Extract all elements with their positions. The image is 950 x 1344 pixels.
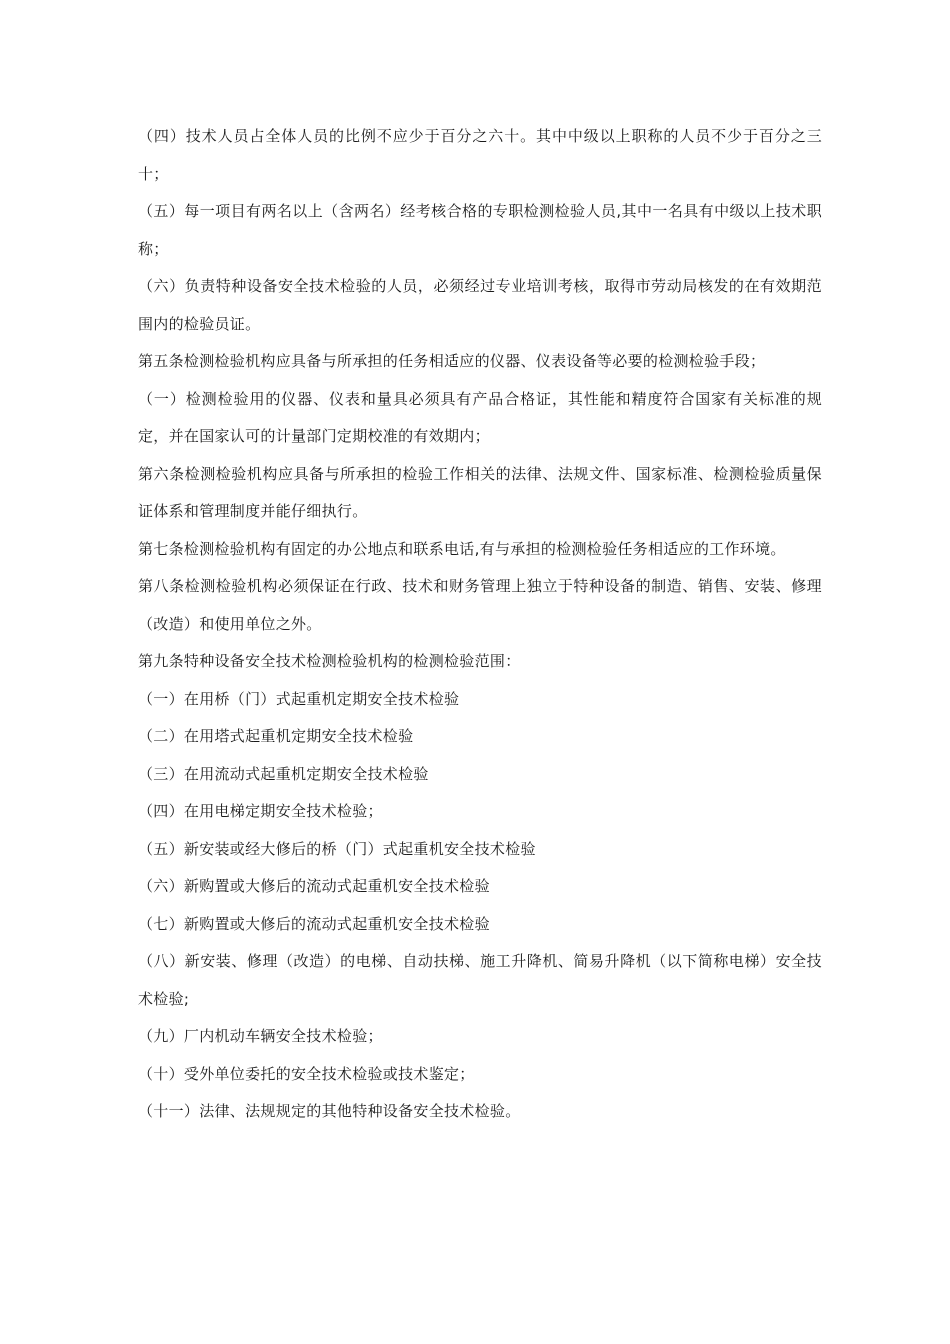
list-item-4: （四）在用电梯定期安全技术检验； [138, 802, 383, 820]
list-item-9: （九）厂内机动车辆安全技术检验； [138, 1027, 383, 1045]
list-item-6: （六）新购置或大修后的流动式起重机安全技术检验 [138, 877, 490, 895]
document-body [138, 118, 822, 1131]
paragraph-instruments: （一）检测检验用的仪器、仪表和量具必须具有产品合格证，其性能和精度符合国家有关标准的规定，并在国家认可的计量部门定期校准的有效期内； [138, 389, 822, 445]
paragraph-inspector-certificate: （六）负责特种设备安全技术检验的人员，必须经过专业培训考核，取得市劳动局核发的在有效期范围内的检验员证。 [138, 277, 822, 333]
paragraph-article-8: 第八条检测检验机构必须保证在行政、技术和财务管理上独立于特种设备的制造、销售、安装、修理（改造）和使用单位之外。 [138, 577, 822, 633]
list-item-3: （三）在用流动式起重机定期安全技术检验 [138, 764, 429, 783]
paragraph-article-6: 第六条检测检验机构应具备与所承担的检验工作相关的法律、法规文件、国家标准、检测检验质量保证体系和管理制度并能仔细执行。 [138, 464, 822, 520]
list-item-5: （五）新安装或经大修后的桥（门）式起重机安全技术检验 [138, 839, 536, 858]
list-item-8: （八）新安装、修理（改造）的电梯、自动扶梯、施工升降机、简易升降机（以下简称电梯）安全技术检验; [138, 952, 822, 1008]
paragraph-staff-ratio: （四）技术人员占全体人员的比例不应少于百分之六十。其中中级以上职称的人员不少于百分之三十； [138, 127, 822, 183]
paragraph-inspectors-count: （五）每一项目有两名以上（含两名）经考核合格的专职检测检验人员,其中一名具有中级以上技术职称； [138, 202, 822, 258]
list-item-1: （一）在用桥（门）式起重机定期安全技术检验 [138, 689, 460, 708]
paragraph-article-9: 第九条特种设备安全技术检测检验机构的检测检验范围： [138, 652, 521, 670]
paragraph-article-7: 第七条检测检验机构有固定的办公地点和联系电话,有与承担的检测检验任务相适应的工作环境。 [138, 539, 786, 558]
list-item-2: （二）在用塔式起重机定期安全技术检验 [138, 727, 414, 745]
list-item-10: （十）受外单位委托的安全技术检验或技术鉴定； [138, 1064, 475, 1083]
list-item-7: （七）新购置或大修后的流动式起重机安全技术检验 [138, 914, 490, 933]
paragraph-article-5: 第五条检测检验机构应具备与所承担的任务相适应的仪器、仪表设备等必要的检测检验手段； [138, 352, 766, 370]
list-item-11: （十一）法律、法规规定的其他特种设备安全技术检验。 [138, 1102, 521, 1120]
